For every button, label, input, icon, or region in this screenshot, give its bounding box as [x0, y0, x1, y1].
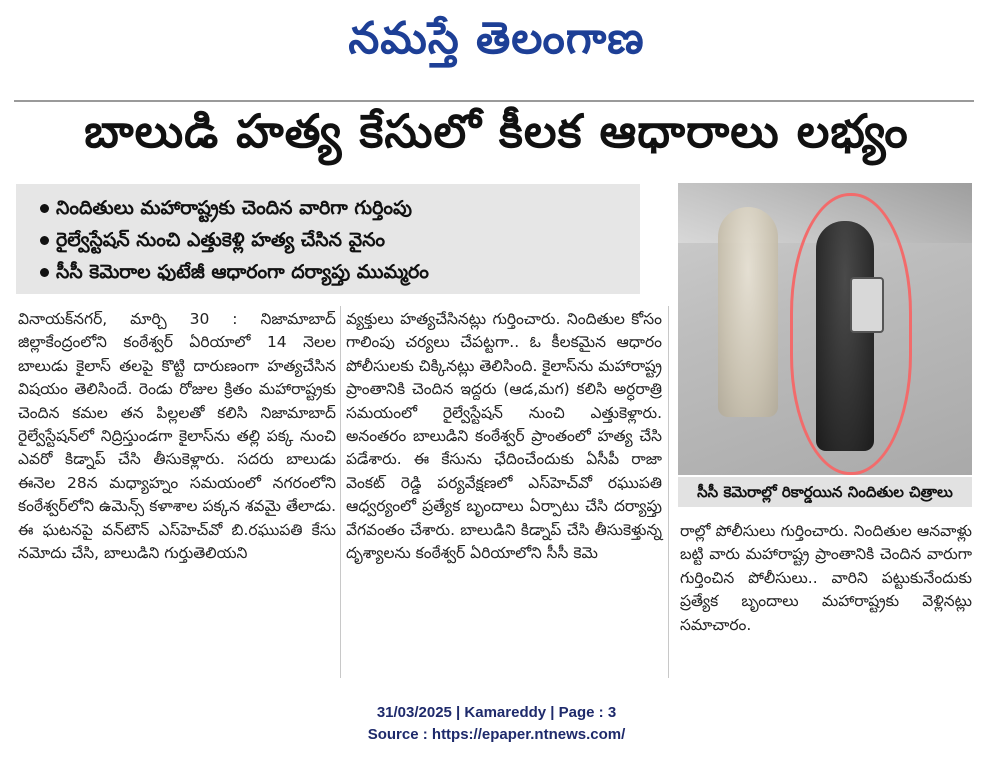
highlight-item — [16, 256, 640, 288]
article-column-2 — [346, 308, 662, 565]
highlight-text: రైల్వేస్టేషన్ నుంచి ఎత్తుకెళ్లి హత్య చేసిన వైనం — [56, 229, 386, 251]
person-figure-left — [718, 207, 778, 417]
column-divider — [340, 306, 341, 678]
bullet-icon — [40, 236, 49, 245]
column-1-text: వినాయక్‌నగర్, మార్చి 30 : నిజామాబాద్ జిల్లాకేంద్రంలోని కంఠేశ్వర్ ఏరియాలో 14 నెలల బాలుడు కైలాస్ తలపై కొట్టి దారుణంగా హత్యచేసిన విషయం తెలిసిందే. రెండు రోజుల క్రితం మహారాష్ట్రకు చెందిన కమల తన పిల్లలతో కలిసి నిజామాబాద్ రైల్వేస్టేషన్‌లో నిద్రిస్తుండగా కైలాస్‌ను తల్లి పక్క నుంచి ఎవరో కిడ్నాప్ చేసి తీసుకెళ్లారు. సదరు బాలుడు ఈనెల 28న మధ్యాహ్నం సమయంలో నగరంలోని కంఠేశ్వర్‌లోని ఉమెన్స్ కళాశాల పక్కన శవమై తేలాడు. ఈ ఘటనపై వన్‌టౌన్ ఎస్‌హెచ్‌వో బి.రఘుపతి కేసు నమోదు చేసి, బాలుడిని గుర్తుతెలియని — [18, 310, 336, 563]
newspaper-masthead: నమస్తే తెలంగాణ — [348, 13, 645, 64]
footer-meta: 31/03/2025 | Kamareddy | Page : 3 — [376, 704, 617, 721]
bullet-icon — [40, 204, 49, 213]
article-column-3 — [680, 520, 972, 637]
article-column-1 — [18, 308, 336, 565]
highlights-box — [16, 184, 640, 294]
highlight-item — [16, 224, 640, 256]
column-2-text: వ్యక్తులు హత్యచేసినట్లు గుర్తించారు. నిందితుల కోసం గాలింపు చర్యలు చేపట్టగా.. ఓ కీలకమైన ఆధారం పోలీసులకు చిక్కినట్లు తెలిసింది. కైలాస్‌ను మహారాష్ట్ర ప్రాంతానికి చెందిన ఇద్దరు (ఆడ,మగ) కలిసి అర్ధరాత్రి సమయంలో రైల్వేస్టేషన్ నుంచి ఎత్తుకెళ్లారు. అనంతరం బాలుడిని కంఠేశ్వర్ ప్రాంతంలో హత్య చేసి పడేశారు. ఈ కేసును ఛేదించేందుకు ఏసీపీ రాజా వెంకట్ రెడ్డి పర్యవేక్షణలో ఎస్‌హెచ్‌వో రఘుపతి ఆధ్వర్యంలో ప్రత్యేక బృందాలు ఏర్పాటు చేసి దర్యాప్తు వేగవంతం చేశారు. బాలుడిని కిడ్నాప్ చేసి తీసుకెళ్తున్న దృశ్యాలను కంఠేశ్వర్ ఏరియాలోని సీసీ కెమె — [346, 310, 663, 563]
masthead-rule — [14, 100, 974, 102]
column-divider — [668, 306, 669, 678]
suspect-circle-annotation — [790, 193, 912, 475]
cctv-photo — [678, 183, 972, 475]
highlight-item — [16, 192, 640, 224]
highlight-text: నిందితులు మహారాష్ట్రకు చెందిన వారిగా గుర్తింపు — [56, 197, 412, 219]
bullet-icon — [40, 268, 49, 277]
article-headline: బాలుడి హత్య కేసులో కీలక ఆధారాలు లభ్యం — [84, 104, 909, 158]
photo-caption: సీసీ కెమెరాల్లో రికార్డయిన నిందితుల చిత్రాలు — [678, 477, 972, 507]
footer-source: Source : https://epaper.ntnews.com/ — [367, 726, 626, 743]
highlight-text: సీసీ కెమెరాల ఫుటేజీ ఆధారంగా దర్యాప్తు ముమ్మరం — [56, 261, 429, 283]
column-3-text: రాల్లో పోలీసులు గుర్తించారు. నిందితుల ఆనవాళ్లు బట్టి వారు మహారాష్ట్ర ప్రాంతానికి చెందిన వారుగా గుర్తించిన పోలీసులు.. వారిని పట్టుకునేందుకు ప్రత్యేక బృందాలు మహారాష్ట్రకు వెళ్లినట్లు సమాచారం. — [680, 522, 972, 634]
